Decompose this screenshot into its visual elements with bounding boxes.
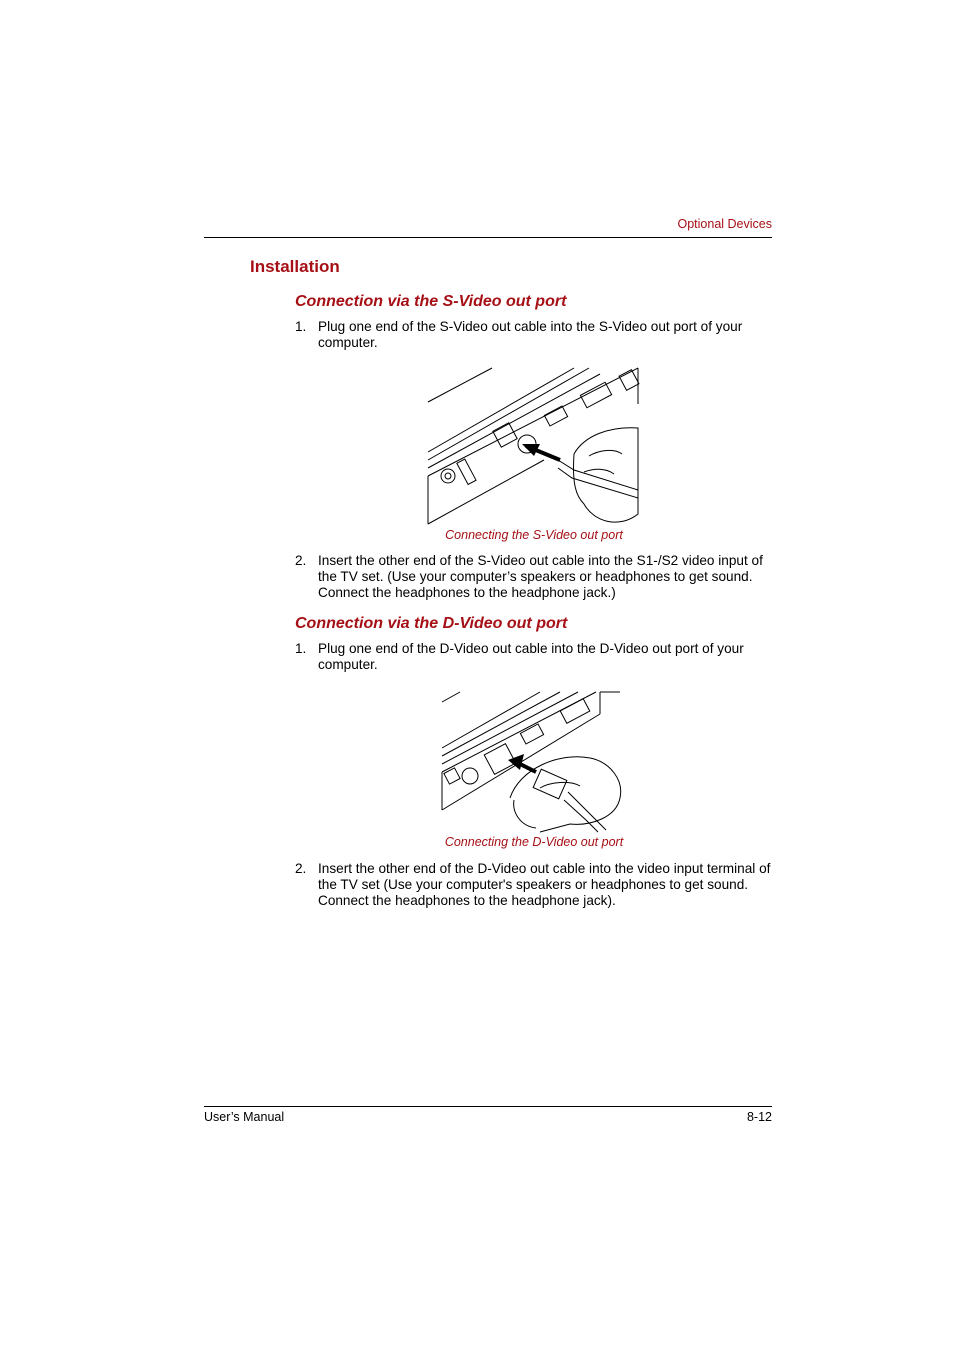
dvideo-connection-illustration xyxy=(440,688,624,832)
step-number: 1. xyxy=(295,319,307,334)
svideo-figure-caption: Connecting the S-Video out port xyxy=(445,528,623,542)
footer-rule xyxy=(204,1106,772,1107)
svideo-step-2 xyxy=(295,553,773,601)
dvideo-figure-caption: Connecting the D-Video out port xyxy=(444,835,624,849)
svideo-connection-illustration xyxy=(424,364,642,530)
section-title: Installation xyxy=(250,257,340,276)
svideo-heading: Connection via the S-Video out port xyxy=(295,293,567,310)
dvideo-heading: Connection via the D-Video out port xyxy=(295,615,568,632)
step-text: Plug one end of the D-Video out cable into the D-Video out port of your computer. xyxy=(318,641,744,672)
running-head: Optional Devices xyxy=(677,217,772,231)
step-number: 1. xyxy=(295,641,307,656)
header-rule xyxy=(204,237,772,238)
dvideo-step-2 xyxy=(295,861,773,909)
svideo-step-1 xyxy=(295,319,773,351)
page-number: 8-12 xyxy=(746,1110,772,1124)
step-text: Plug one end of the S-Video out cable into the S-Video out port of your computer. xyxy=(318,319,743,350)
dvideo-step-1 xyxy=(295,641,773,673)
step-text: Insert the other end of the D-Video out cable into the video input terminal of the TV set (Use your computer's speakers or headphones to get sound. Connect the headphones to the headphone jack). xyxy=(318,861,771,908)
footer-manual-title: User’s Manual xyxy=(204,1110,285,1124)
step-text: Insert the other end of the S-Video out cable into the S1-/S2 video input of the TV set. (Use your computer’s speakers or headphones to get sound. Connect the headphones to the headphone jack.) xyxy=(318,553,763,600)
step-number: 2. xyxy=(295,553,307,568)
step-number: 2. xyxy=(295,861,307,876)
